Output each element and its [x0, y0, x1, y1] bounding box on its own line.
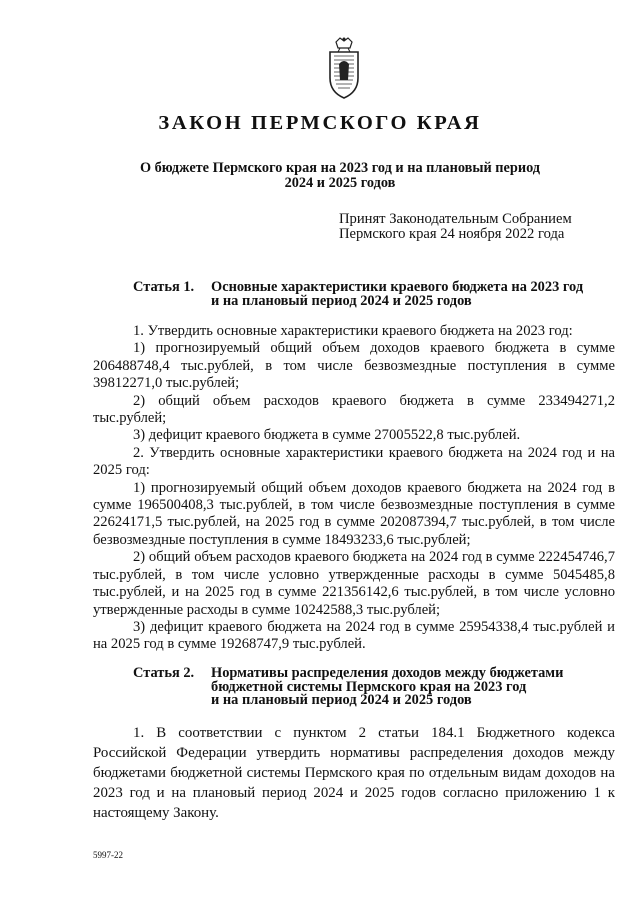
- article-1-paragraph: 1. Утвердить основные характеристики краевого бюджета на 2023 год:: [133, 323, 573, 339]
- law-title: ЗАКОН ПЕРМСКОГО КРАЯ: [158, 112, 482, 134]
- article-2-title-line-3: и на плановый период 2024 и 2025 годов: [211, 692, 472, 709]
- subtitle-line-1: О бюджете Пермского края на 2023 год и на плановый период: [139, 160, 541, 176]
- article-1-paragraph: 2. Утвердить основные характеристики краевого бюджета на 2024 год и на 2025 год:: [93, 444, 615, 479]
- article-1-paragraph: 3) дефицит краевого бюджета в сумме 27005522,8 тыс.рублей.: [133, 427, 521, 444]
- coat-of-arms-icon: [326, 36, 362, 100]
- document-code: 5997-22: [93, 850, 123, 860]
- article-1-body: [93, 323, 615, 654]
- article-1-number: Статья 1.: [133, 279, 195, 295]
- article-1-title-line-1: Основные характеристики краевого бюджета на 2023 год: [211, 279, 584, 295]
- article-2-title-line-2: бюджетной системы Пермского края на 2023 год: [211, 678, 527, 695]
- article-2-number: Статья 2.: [133, 665, 195, 681]
- article-2-body: [93, 723, 615, 823]
- law-subtitle: [90, 161, 590, 190]
- article-2-paragraph: 1. В соответствии с пунктом 2 статьи 184.1 Бюджетного кодекса Российской Федерации утвердить нормативы распределения доходов между бюджетами бюджетной системы Пермского края по отдельным видам доходов на 2023 год и на плановый период 2024 и 2025 годов согласно приложению 1 к настоящему Закону.: [93, 725, 615, 822]
- adoption-line-1: Принят Законодательным Собранием: [339, 211, 572, 227]
- article-1-title-line-2: и на плановый период 2024 и 2025 годов: [211, 292, 472, 309]
- article-1-title: [211, 281, 583, 308]
- adoption-line-2: Пермского края 24 ноября 2022 года: [339, 226, 565, 243]
- article-1-paragraph: 2) общий объем расходов краевого бюджета на 2024 год в сумме 222454746,7 тыс.рублей, в том числе условно утвержденные расходы в сумме 5045485,8 тыс.рублей, и на 2025 год в сумме 221356142,6 тыс.рублей, в том числе условно утвержденные расходы в сумме 10242588,3 тыс.рублей;: [93, 549, 615, 618]
- article-1-paragraph: 3) дефицит краевого бюджета на 2024 год в сумме 25954338,4 тыс.рублей и на 2025 год в сумме 19268747,9 тыс.рублей.: [93, 618, 615, 653]
- article-2-title: [211, 667, 563, 708]
- subtitle-line-2: 2024 и 2025 годов: [284, 174, 396, 191]
- adoption-note: [339, 212, 572, 242]
- article-1-paragraph: 2) общий объем расходов краевого бюджета в сумме 233494271,2 тыс.рублей;: [93, 392, 615, 427]
- article-2-title-line-1: Нормативы распределения доходов между бюджетами: [211, 665, 564, 681]
- article-1-paragraph: 1) прогнозируемый общий объем доходов краевого бюджета на 2024 год в сумме 196500408,3 тыс.рублей, в том числе безвозмездные поступления в сумме 22624171,5 тыс.рублей, на 2025 год в сумме 202087394,7 тыс.рублей, в том числе безвозмездные поступления в сумме 18493233,6 тыс.рублей;: [93, 479, 615, 548]
- article-1-paragraph: 1) прогнозируемый общий объем доходов краевого бюджета в сумме 206488748,4 тыс.рублей, в том числе безвозмездные поступления в сумме 39812271,0 тыс.рублей;: [93, 340, 615, 392]
